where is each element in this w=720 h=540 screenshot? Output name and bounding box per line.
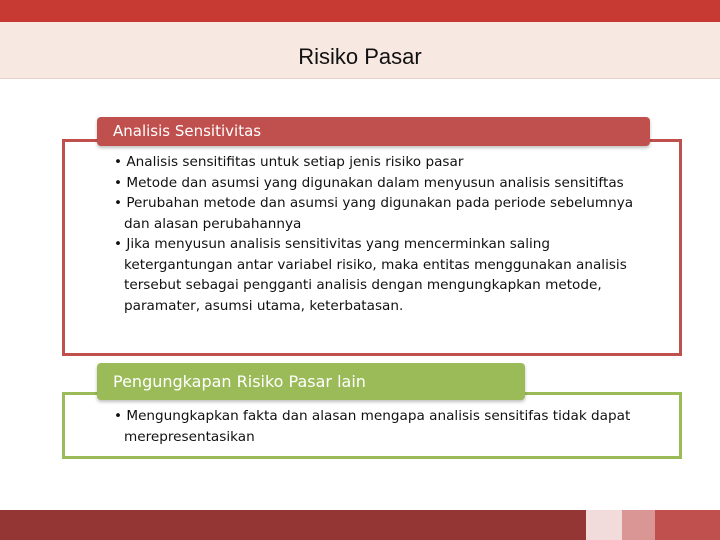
list-item: • Jika menyusun analisis sensitivitas yang mencerminkan saling ketergantungan antar variabel risiko, maka entitas menggunakan analisis tersebut sebagai pengganti analisis dengan mengungkapkan metode, paramater, asumsi utama, keterbatasan. — [114, 236, 627, 314]
footer-square-light — [586, 510, 622, 540]
list-item: • Mengungkapkan fakta dan alasan mengapa analisis sensitifas tidak dapat merepresentasikan — [114, 408, 631, 445]
page-number — [655, 510, 685, 524]
title-band — [0, 22, 720, 79]
section-pengungkapan-list — [114, 406, 654, 447]
list-item: • Perubahan metode dan asumsi yang digunakan pada periode sebelumnya dan alasan perubahannya — [114, 195, 634, 232]
bottom-bar — [0, 510, 586, 540]
slide-title: Risiko Pasar — [298, 44, 422, 69]
section-analisis-sensitivitas-list — [114, 152, 654, 316]
list-item: • Metode dan asumsi yang digunakan dalam menyusun analisis sensitiftas — [114, 174, 624, 191]
section-analisis-sensitivitas-header: Analisis Sensitivitas — [97, 117, 650, 146]
section-pengungkapan-header: Pengungkapan Risiko Pasar lain — [97, 363, 525, 400]
list-item: • Analisis sensitifitas untuk setiap jenis risiko pasar — [114, 154, 464, 170]
top-accent-bar — [0, 0, 720, 22]
footer-square-medium — [622, 510, 655, 540]
